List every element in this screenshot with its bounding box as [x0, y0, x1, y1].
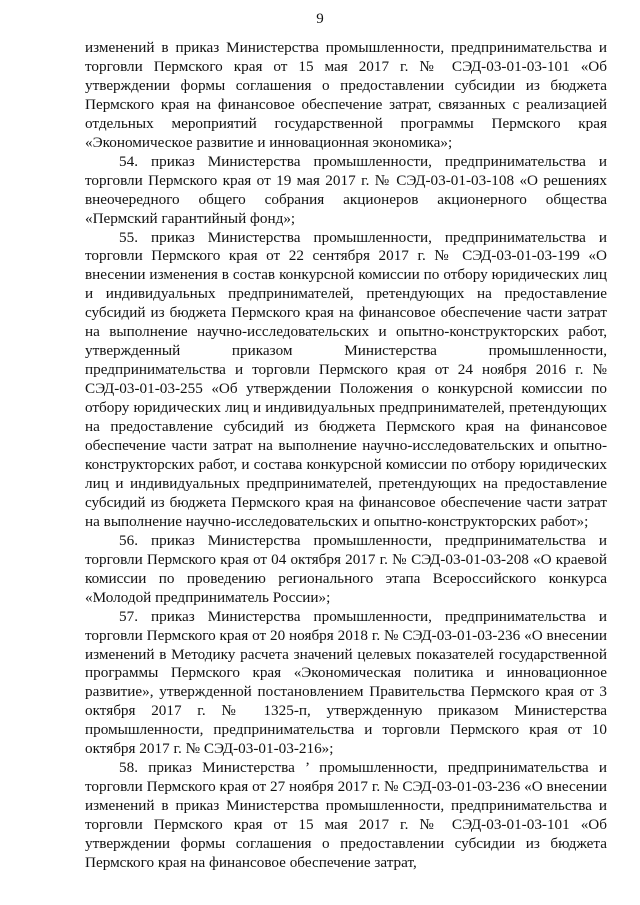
paragraph-continuation: изменений в приказ Министерства промышленности, предпринимательства и торговли Пермского края от 15 мая 2017 г. № СЭД-03-01-03-101 «Об утверждении формы соглашения о предоставлении субсидии из бюджета Пермского края на финансовое обеспечение затрат, связанных с реализацией отдельных мероприятий государственной программы Пермского края «Экономическое развитие и инновационная экономика»; — [85, 39, 607, 151]
document-body — [85, 39, 607, 873]
paragraph-item-56: 56. приказ Министерства промышленности, предпринимательства и торговли Пермского края от 04 октября 2017 г. № СЭД-03-01-03-208 «О краевой комиссии по проведению регионального этапа Всероссийского конкурса «Молодой предприниматель России»; — [85, 531, 607, 606]
paragraph-item-58: 58. приказ Министерства ’ промышленности, предпринимательства и торговли Пермского края от 27 ноября 2017 г. № СЭД-03-01-03-236 «О внесении изменений в приказ Министерства промышленности, предпринимательства и торговли Пермского края от 15 мая 2017 г. № СЭД-03-01-03-101 «Об утверждении формы соглашения о предоставлении субсидии из бюджета Пермского края на финансовое обеспечение затрат, — [85, 759, 607, 871]
paragraph-item-55: 55. приказ Министерства промышленности, предпринимательства и торговли Пермского края от 22 сентября 2017 г. № СЭД-03-01-03-199 «О внесении изменения в состав конкурсной комиссии по отбору юридических лиц и индивидуальных предпринимателей, претендующих на предоставление субсидий из бюджета Пермского края на финансовое обеспечение части затрат на выполнение научно-исследовательских и опытно-конструкторских работ, утвержденный приказом Министерства промышленности, предпринимательства и торговли Пермского края от 24 ноября 2016 г. № СЭД-03-01-03-255 «Об утверждении Положения о конкурсной комиссии по отбору юридических лиц и индивидуальных предпринимателей, претендующих на предоставление субсидий из бюджета Пермского края на финансовое обеспечение части затрат на выполнение научно-исследовательских и опытно-конструкторских работ, и состава конкурсной комиссии по отбору юридических лиц и индивидуальных предпринимателей, претендующих на предоставление субсидий из бюджета Пермского края на финансовое обеспечение части затрат на выполнение научно-исследовательских и опытно-конструкторских работ»; — [85, 228, 607, 530]
paragraph-item-54: 54. приказ Министерства промышленности, предпринимательства и торговли Пермского края от 19 мая 2017 г. № СЭД-03-01-03-108 «О решениях внеочередного общего собрания акционеров акционерного общества «Пермский гарантийный фонд»; — [85, 152, 607, 227]
page-number: 9 — [316, 11, 324, 27]
paragraph-item-57: 57. приказ Министерства промышленности, предпринимательства и торговли Пермского края от 20 ноября 2018 г. № СЭД-03-01-03-236 «О внесении изменений в Методику расчета значений целевых показателей государственной программы Пермского края «Экономическая политика и инновационное развитие», утвержденной постановлением Правительства Пермского края от 3 октября 2017 г. № 1325-п, утвержденную приказом Министерства промышленности, предпринимательства и торговли Пермского края от 10 октября 2017 г. № СЭД-03-01-03-216»; — [85, 607, 607, 758]
